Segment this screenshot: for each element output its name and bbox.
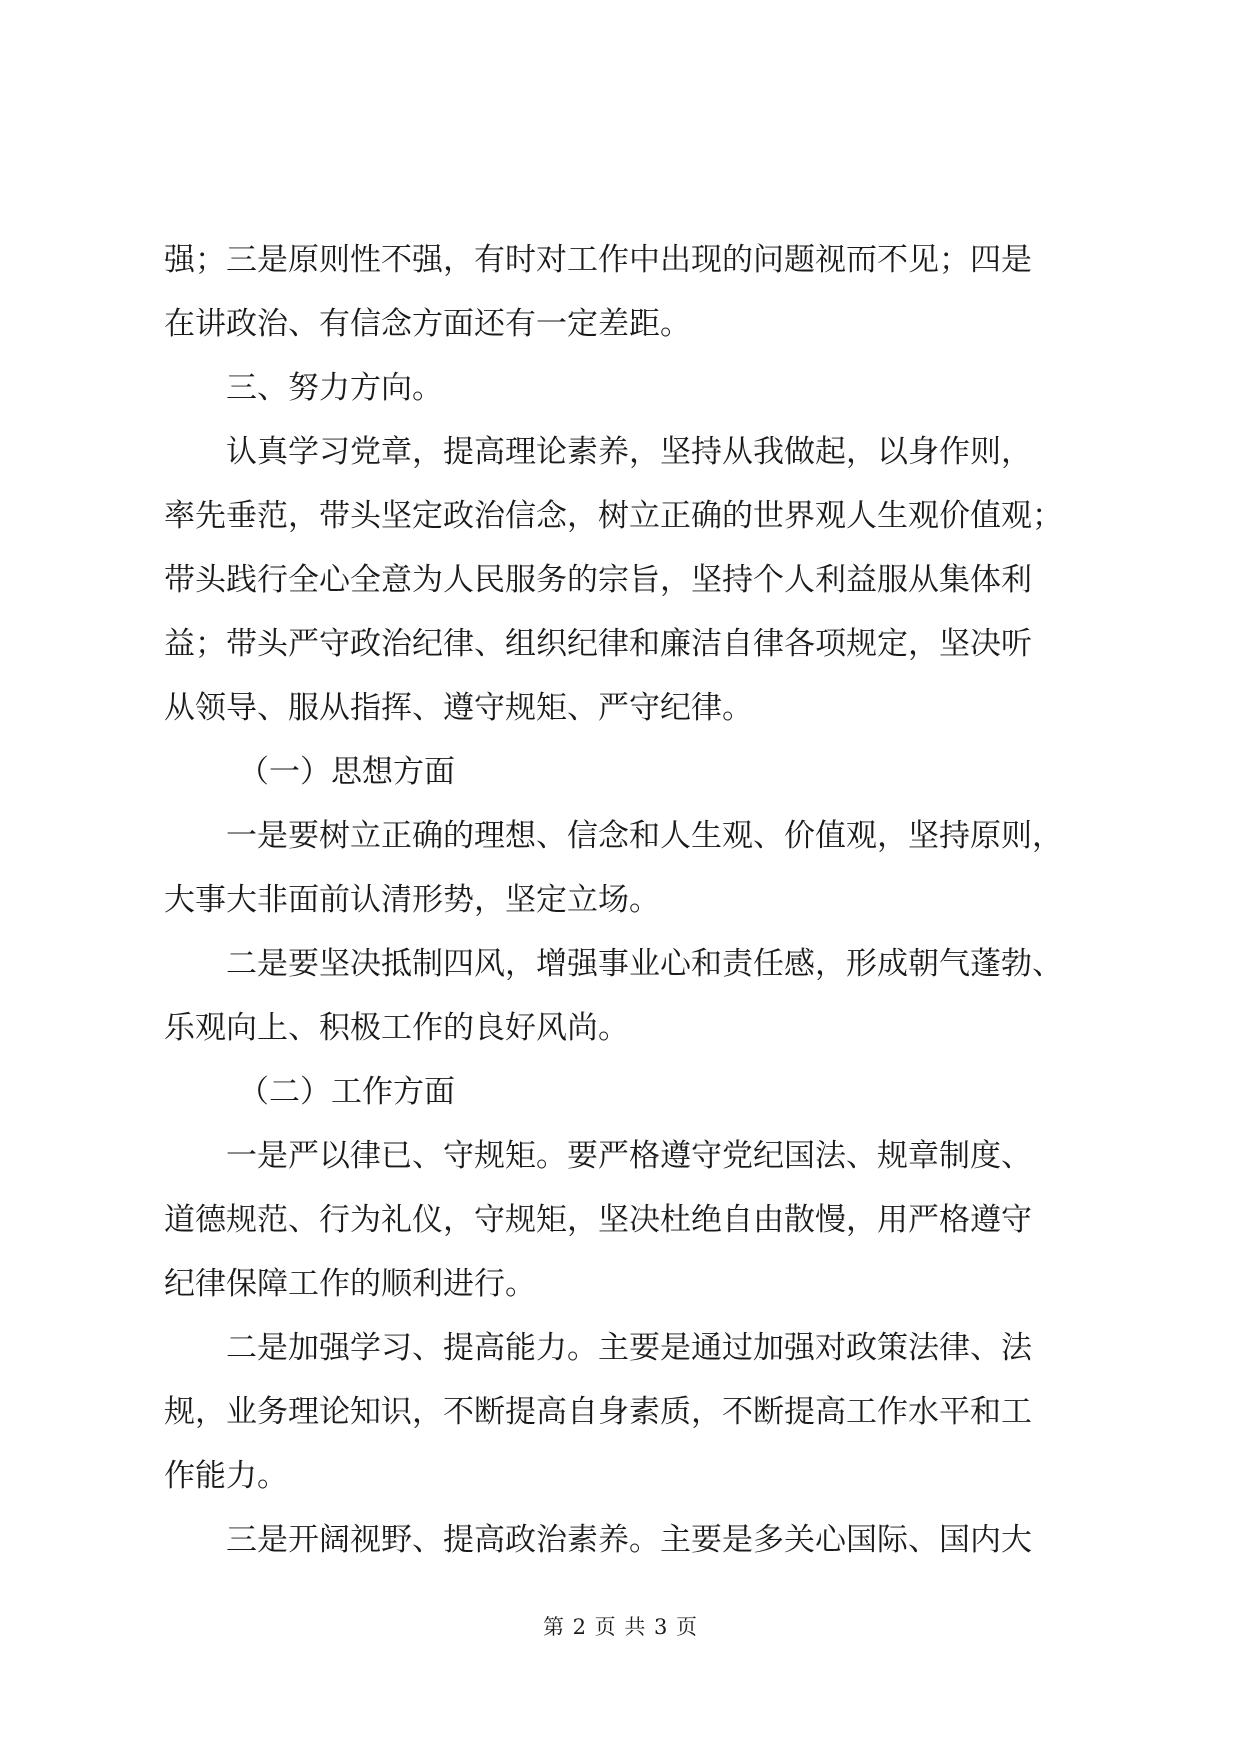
paragraph-line: 从领导、服从指挥、遵守规矩、严守纪律。 [164,690,753,726]
paragraph [164,1124,1084,1316]
paragraph [164,740,1084,804]
paragraph-line: （一）思想方面 [238,754,455,790]
page-number-footer: 第 2 页 共 3 页 [542,1615,699,1639]
paragraph-line: 乐观向上、积极工作的良好风尚。 [164,1010,629,1046]
paragraph-line: 三、努力方向。 [226,370,443,406]
paragraph [164,932,1084,1060]
paragraph-line: 在讲政治、有信念方面还有一定差距。 [164,306,691,342]
paragraph-line: 强；三是原则性不强，有时对工作中出现的问题视而不见；四是 [164,242,1032,278]
paragraph-line: 纪律保障工作的顺利进行。 [164,1266,536,1302]
paragraph-line: 规，业务理论知识，不断提高自身素质，不断提高工作水平和工 [164,1394,1032,1430]
paragraph-line: 道德规范、行为礼仪，守规矩，坚决杜绝自由散慢，用严格遵守 [164,1202,1032,1238]
paragraph [164,804,1084,932]
paragraph-line: 作能力。 [164,1458,288,1494]
paragraph-line: 认真学习党章，提高理论素养，坚持从我做起，以身作则， [226,434,1032,470]
paragraph-line: 大事大非面前认清形势，坚定立场。 [164,882,660,918]
paragraph [164,420,1084,740]
paragraph-line: 二是加强学习、提高能力。主要是通过加强对政策法律、法 [226,1330,1032,1366]
paragraph-line: 一是严以律已、守规矩。要严格遵守党纪国法、规章制度、 [226,1138,1032,1174]
paragraph [164,228,1084,356]
paragraph [164,1508,1084,1572]
paragraph-line: （二）工作方面 [238,1074,455,1110]
paragraph-line: 二是要坚决抵制四风，增强事业心和责任感，形成朝气蓬勃、 [226,946,1063,982]
paragraph [164,356,1084,420]
paragraph-line: 带头践行全心全意为人民服务的宗旨，坚持个人利益服从集体利 [164,562,1032,598]
paragraph-line: 率先垂范，带头坚定政治信念，树立正确的世界观人生观价值观； [164,498,1063,534]
paragraph-line: 一是要树立正确的理想、信念和人生观、价值观，坚持原则， [226,818,1063,854]
paragraph-line: 三是开阔视野、提高政治素养。主要是多关心国际、国内大 [226,1522,1032,1558]
paragraph-line: 益；带头严守政治纪律、组织纪律和廉洁自律各项规定，坚决听 [164,626,1032,662]
document-body [164,228,1084,1572]
paragraph [164,1316,1084,1508]
paragraph [164,1060,1084,1124]
